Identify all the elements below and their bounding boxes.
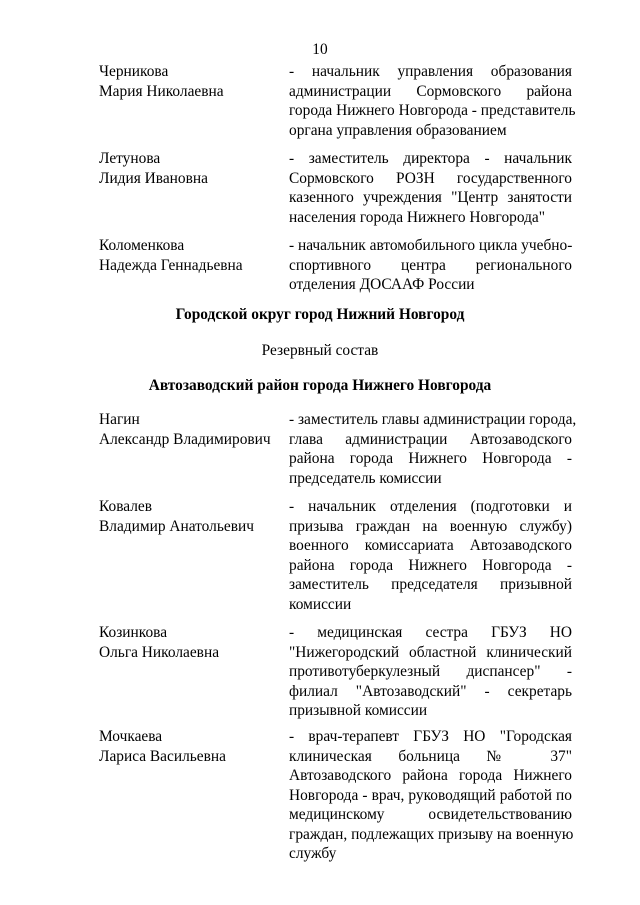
member-role (289, 410, 577, 488)
role-line: администрации Сормовского района (289, 82, 572, 100)
member-name (99, 497, 279, 536)
role-line: - заместитель главы администрации города, (289, 411, 577, 428)
member-surname: Черникова (99, 63, 169, 80)
role-line: - начальник управления образования (289, 63, 572, 80)
member-given-names: Мария Николаевна (99, 82, 224, 100)
member-given-names: Надежда Геннадьевна (99, 256, 243, 274)
member-role (289, 497, 572, 614)
member-surname: Летунова (99, 150, 161, 167)
member-surname: Ковалев (99, 498, 153, 515)
member-role (289, 149, 572, 227)
member-name (99, 62, 279, 101)
member-role (289, 727, 572, 864)
role-line: района города Нижнего Новгорода - (289, 556, 572, 574)
member-role (289, 623, 572, 721)
role-line: председатель комиссии (289, 469, 442, 487)
member-given-names: Лариса Васильевна (99, 747, 226, 765)
member-given-names: Ольга Николаевна (99, 643, 220, 661)
section-title: Городской округ город Нижний Новгород (175, 306, 465, 323)
role-line: клиническая больница № 37" (289, 747, 572, 765)
role-line: Новгорода - врач, руководящий работой по (289, 786, 572, 804)
role-line: - начальник автомобильного цикла учебно- (289, 237, 573, 254)
role-line: города Нижнего Новгорода - представитель (289, 102, 576, 119)
page-number: 10 (312, 41, 328, 58)
member-surname: Мочкаева (99, 728, 163, 745)
member-surname: Нагин (99, 411, 140, 428)
role-line: района города Нижнего Новгорода - (289, 450, 572, 467)
role-line: - медицинская сестра ГБУЗ НО (289, 624, 572, 641)
member-given-names: Александр Владимирович (99, 430, 271, 448)
member-name (99, 623, 279, 662)
role-line: заместитель председателя призывной (289, 576, 572, 593)
role-line: спортивного центра регионального (289, 256, 572, 274)
member-surname: Козинкова (99, 624, 168, 641)
district-title: Автозаводский район города Нижнего Новгорода (148, 377, 492, 394)
role-line: граждан, подлежащих призыву на военную (289, 825, 574, 843)
member-surname: Коломенкова (99, 237, 185, 254)
role-line: казенного учреждения "Центр занятости (289, 189, 572, 206)
role-line: призывной комиссии (289, 702, 428, 719)
role-line: призыва граждан на военную службу) (289, 517, 572, 535)
role-line: Сормовского РОЗН государственного (289, 169, 572, 187)
role-line: - заместитель директора - начальник (289, 150, 572, 167)
role-line: органа управления образованием (289, 121, 507, 139)
role-line: службу (289, 845, 337, 862)
reserve-label: Резервный состав (261, 342, 379, 359)
role-line: филиал "Автозаводский" - секретарь (289, 682, 572, 700)
role-line: глава администрации Автозаводского (289, 430, 572, 448)
member-name (99, 236, 279, 275)
member-role (289, 236, 572, 295)
role-line: - начальник отделения (подготовки и (289, 498, 572, 515)
role-line: - врач-терапевт ГБУЗ НО "Городская (289, 728, 572, 745)
member-name (99, 727, 279, 766)
member-given-names: Лидия Ивановна (99, 169, 208, 187)
role-line: Автозаводского района города Нижнего (289, 767, 572, 784)
role-line: населения города Нижнего Новгорода" (289, 208, 546, 226)
member-name (99, 410, 279, 449)
role-line: "Нижегородский областной клинический (289, 643, 572, 661)
member-role (289, 62, 576, 140)
role-line: комиссии (289, 595, 352, 613)
member-name (99, 149, 279, 188)
role-line: военного комиссариата Автозаводского (289, 537, 572, 554)
role-line: медицинскому освидетельствованию (289, 806, 572, 823)
role-line: противотуберкулезный диспансер" - (289, 663, 572, 680)
role-line: отделения ДОСААФ России (289, 276, 475, 293)
member-given-names: Владимир Анатольевич (99, 517, 254, 535)
